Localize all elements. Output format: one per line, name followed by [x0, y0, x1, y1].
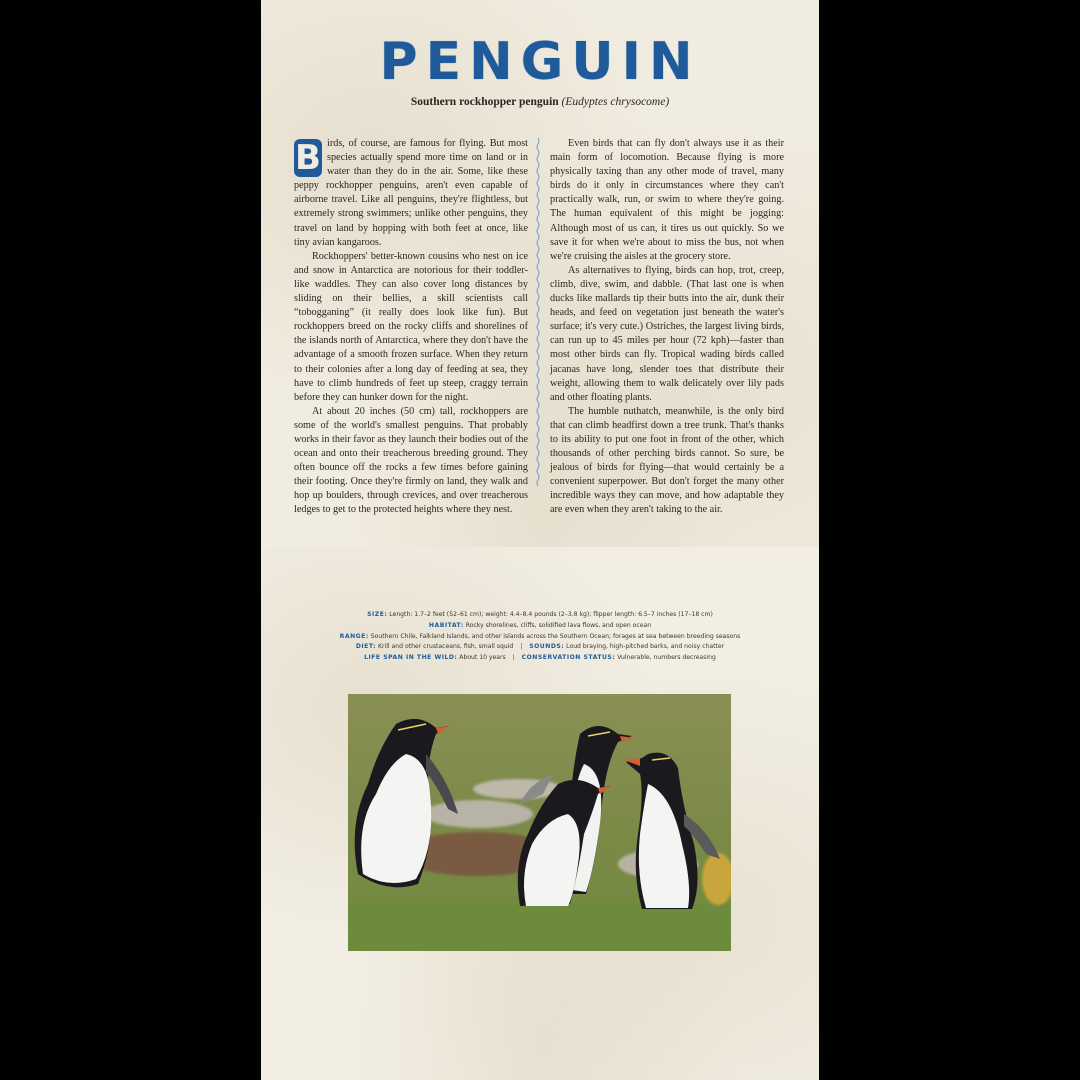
paragraph: Rockhoppers' better-known cousins who nest on ice and snow in Antarctica are notorious for their toddler-like waddles. They can also cover long distances by sliding on their bellies, a skill scientists call “tobogganing” (it really does look like fun). But rockhoppers breed on the rocky cliffs and shorelines of the islands north of Antarctica, where they don't have the advantage of a smooth frozen surface. When they return to their colonies after a long day of feeding at sea, they have to climb hundreds of feet up steep, craggy terrain before they can hunker down for the night. — [294, 250, 528, 403]
species-subtitle — [261, 96, 819, 108]
penguins-illustration — [348, 694, 731, 951]
penguin-photo — [348, 694, 731, 951]
fact-habitat: HABITAT: Rocky shorelines, cliffs, solidified lava flows, and open ocean — [428, 621, 652, 629]
fact-box — [261, 610, 819, 664]
paragraph: As alternatives to flying, birds can hop, trot, creep, climb, dive, swim, and dabble. (That last one is when ducks like mallards tip their butts into the air, dunk their heads, and feed on vegetation just beneath the water's surface; it's very cute.) Ostriches, the largest living birds, can run up to 45 miles per hour (72 kph)—faster than most other birds can fly. Tropical wading birds called jacanas have long, slender toes that distribute their weight, allowing them to walk delicately over lily pads and other floating plants. — [550, 264, 784, 403]
photo-page — [261, 547, 819, 1080]
fact-range: RANGE: Southern Chile, Falkland Islands, and other islands across the Southern Ocean; forages at sea between breeding seasons — [339, 632, 741, 640]
paragraph: The humble nuthatch, meanwhile, is the only bird that can climb headfirst down a tree trunk. That's thanks to its ability to put one foot in front of the other, which thousands of other perching birds cannot. So sure, be jealous of birds for flying—that would certainly be a convenient superpower. But don't forget the many other incredible ways they can move, and how adaptable they are even when they aren't taking to the air. — [550, 405, 784, 516]
fact-size: SIZE: Length: 1.7–2 feet (52–61 cm); weight: 4.4–8.4 pounds (2–3.8 kg); flipper length: 6.5–7 inches (17–18 cm) — [367, 611, 713, 618]
text-page — [261, 0, 819, 547]
paragraph: Even birds that can fly don't always use it as their main form of locomotion. Because flying is more physically taxing than any other mode of travel, many birds do it only in circumstances where they can't practically walk, run, or swim to where they're going. The human equivalent of this might be jogging: Although most of us can, it tires us out quickly. So we save it for when we're about to miss the bus, not when we're cruising the aisles at the grocery store. — [550, 138, 784, 262]
separator: | — [512, 654, 515, 662]
drop-cap: B — [295, 138, 321, 178]
page-title: PENGUIN — [379, 32, 701, 92]
latin-name: (Eudyptes chrysocome) — [561, 96, 670, 108]
fact-diet-sounds: DIET: Krill and other crustaceans, fish, small squid | SOUNDS: Loud braying, high-pitched barks, and noisy chatter — [355, 643, 725, 651]
fact-lifespan-status: LIFE SPAN IN THE WILD: About 10 years | CONSERVATION STATUS: Vulnerable, numbers decreasing — [364, 654, 716, 662]
paragraph: B irds, of course, are famous for flying. But most species actually spend more time on land or in water than they do in the air. Some, like these peppy rockhopper penguins, aren't even capable of airborne travel. Like all penguins, they're flightless, but extremely strong swimmers; unlike other penguins, they travel on land by hopping with both feet at once, like tiny avian kangaroos. — [294, 138, 528, 248]
column-divider-wavy-line — [535, 138, 541, 488]
right-column — [550, 137, 784, 518]
paragraph: At about 20 inches (50 cm) tall, rockhoppers are some of the world's smallest penguins. That probably works in their favor as they launch their bodies out of the ocean and onto their treacherous breeding ground. They often bounce off the rocks a few times before gaining their footing. Once they're firmly on land, they walk and hop up boulders, through crevices, and over treacherous ledges to get to the protected heights where they nest. — [294, 405, 528, 516]
separator: | — [520, 643, 523, 651]
common-name: Southern rockhopper penguin — [410, 96, 559, 108]
left-column — [294, 137, 528, 518]
